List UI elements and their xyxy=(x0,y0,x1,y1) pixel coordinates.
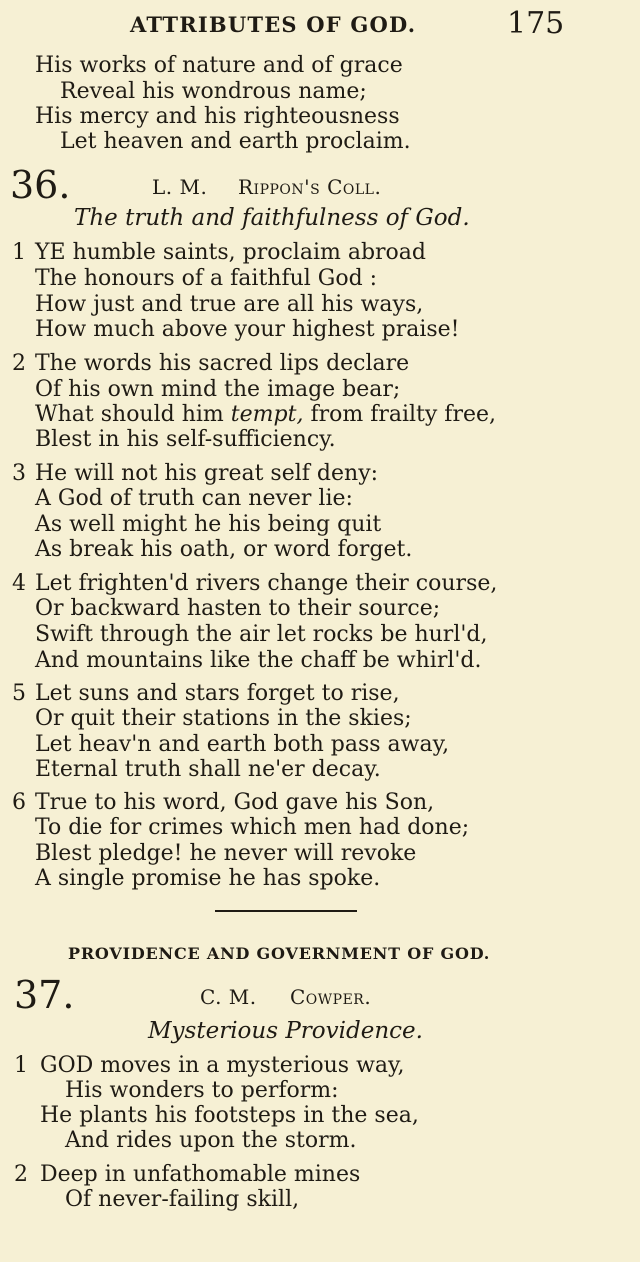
verse-line: Of never-failing skill, xyxy=(65,1187,300,1212)
hymn-number: 36. xyxy=(10,163,71,207)
verse-line: He will not his great self deny: xyxy=(35,461,379,486)
verse-line: Let heav'n and earth both pass away, xyxy=(35,732,450,757)
verse-line: He plants his footsteps in the sea, xyxy=(40,1103,419,1128)
running-title: ATTRIBUTES OF GOD. xyxy=(130,12,417,37)
verse-line: As well might he his being quit xyxy=(35,512,382,537)
verse-number: 6 xyxy=(12,790,26,815)
verse-line: His mercy and his righteousness xyxy=(35,104,400,129)
verse-number: 2 xyxy=(12,351,26,376)
section-heading: PROVIDENCE AND GOVERNMENT OF GOD. xyxy=(68,944,491,963)
verse-line: Or quit their stations in the skies; xyxy=(35,706,412,731)
hymn-meter: L. M. xyxy=(152,175,208,199)
verse-line: Blest in his self-sufficiency. xyxy=(35,427,336,452)
verse-line: Let suns and stars forget to rise, xyxy=(35,681,400,706)
hymn-tune-source: Rippon's Coll. xyxy=(238,175,382,199)
verse-line: His wonders to perform: xyxy=(65,1078,339,1103)
verse-line: GOD moves in a mysterious way, xyxy=(40,1053,405,1078)
verse-line: To die for crimes which men had done; xyxy=(35,815,470,840)
verse-line: Let heaven and earth proclaim. xyxy=(60,129,411,154)
verse-line: His works of nature and of grace xyxy=(35,53,403,78)
italic-word: tempt, xyxy=(230,402,304,427)
verse-line: A single promise he has spoke. xyxy=(35,866,381,891)
verse-number: 4 xyxy=(12,571,26,596)
verse-number: 5 xyxy=(12,681,26,706)
hymn-meter: C. M. xyxy=(200,985,257,1009)
verse-line: A God of truth can never lie: xyxy=(35,486,353,511)
verse-number: 1 xyxy=(14,1053,28,1078)
verse-number: 3 xyxy=(12,461,26,486)
verse-line: Blest pledge! he never will revoke xyxy=(35,841,417,866)
verse-line: Eternal truth shall ne'er decay. xyxy=(35,757,381,782)
hymn-number: 37. xyxy=(14,973,75,1017)
verse-line: Or backward hasten to their source; xyxy=(35,596,441,621)
verse-line: YE humble saints, proclaim abroad xyxy=(35,240,427,265)
verse-line: Of his own mind the image bear; xyxy=(35,377,401,402)
verse-number: 2 xyxy=(14,1162,28,1187)
verse-line: Let frighten'd rivers change their course, xyxy=(35,571,498,596)
verse-line: The honours of a faithful God : xyxy=(35,266,378,291)
verse-line: The words his sacred lips declare xyxy=(35,351,410,376)
running-header xyxy=(0,6,640,40)
verse-line: True to his word, God gave his Son, xyxy=(35,790,435,815)
verse-line: And mountains like the chaff be whirl'd. xyxy=(35,648,482,673)
verse-number: 1 xyxy=(12,240,26,265)
verse-line: Reveal his wondrous name; xyxy=(60,79,367,104)
verse-line: Swift through the air let rocks be hurl'd, xyxy=(35,622,488,647)
verse-line: How just and true are all his ways, xyxy=(35,292,424,317)
page-number: 175 xyxy=(507,6,565,41)
hymn-subtitle: Mysterious Providence. xyxy=(148,1018,423,1044)
verse-line-text: from frailty free, xyxy=(310,402,496,427)
verse-line: Deep in unfathomable mines xyxy=(40,1162,361,1187)
hymn-subtitle: The truth and faithfulness of God. xyxy=(74,205,470,231)
verse-line: And rides upon the storm. xyxy=(65,1128,357,1153)
hymn-divider xyxy=(215,910,357,912)
verse-line: As break his oath, or word forget. xyxy=(35,537,413,562)
verse-line-text: What should him xyxy=(35,402,224,427)
verse-line xyxy=(35,402,496,428)
verse-line: How much above your highest praise! xyxy=(35,317,460,342)
hymn-tune-source: Cowper. xyxy=(290,985,372,1009)
